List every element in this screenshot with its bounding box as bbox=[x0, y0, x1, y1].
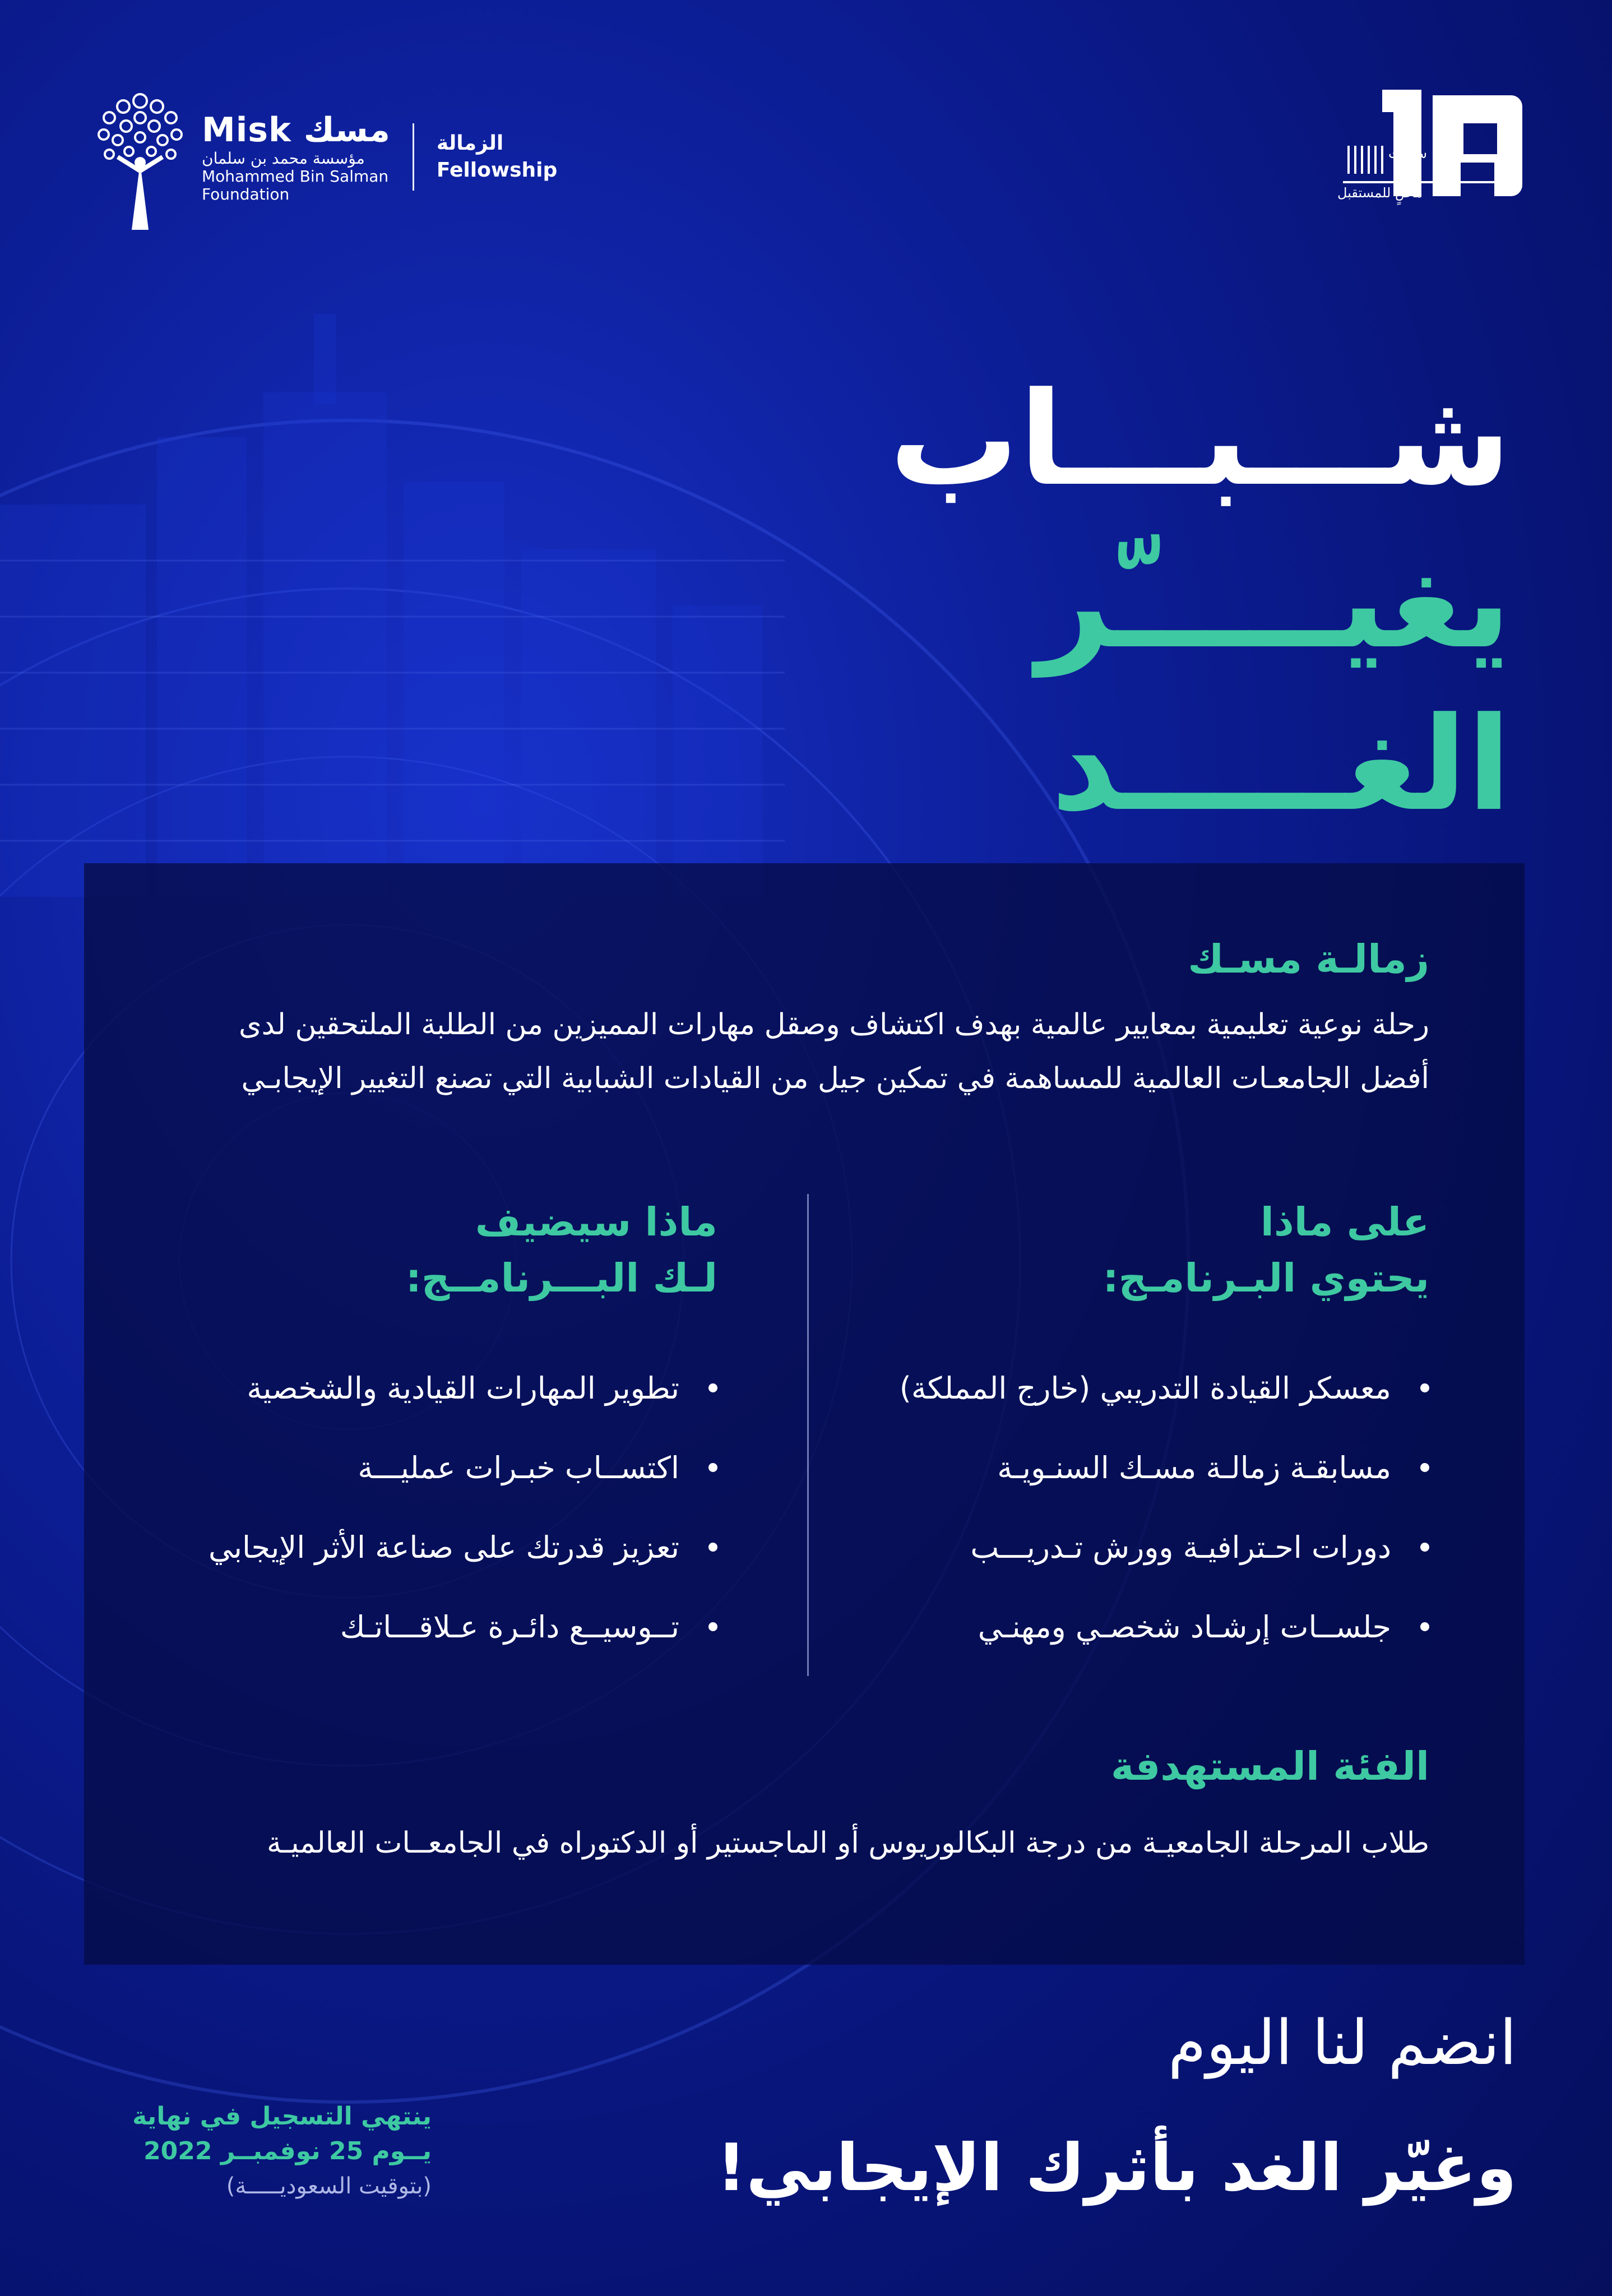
bullet-icon bbox=[1420, 1463, 1429, 1472]
cta-line-2: وغيّر الغد بأثرك الإيجابي! bbox=[716, 2130, 1517, 2206]
column-divider bbox=[807, 1194, 809, 1676]
target-title: الفئة المستهدفة bbox=[1111, 1743, 1429, 1789]
contains-list bbox=[869, 1348, 1429, 1667]
list-item: معسكر القيادة التدريبي (خارج المملكة) bbox=[869, 1348, 1429, 1428]
misk-wordmark bbox=[202, 110, 390, 203]
foundation-en-1: Mohammed Bin Salman bbox=[202, 167, 389, 186]
about-text bbox=[168, 998, 1429, 1105]
bullet-icon bbox=[708, 1463, 717, 1472]
hero-title bbox=[890, 359, 1511, 846]
about-text-line-2: أفضل الجامعـات العالمية للمساهمة في تمكين جيل من القيادات الشبابية التي تصنع التغيير الإيجابـي bbox=[241, 1062, 1429, 1095]
hero-line-3: الغـــــد bbox=[1051, 690, 1511, 840]
ten-years-label: سنوات bbox=[1388, 146, 1427, 161]
list-item: دورات احـترافيـة وورش تـدريـــب bbox=[869, 1507, 1429, 1587]
deadline-line-1: ينتهي التسجيل في نهاية bbox=[132, 2102, 432, 2131]
list-item: تعزيز قدرتك على صناعة الأثر الإيجابي bbox=[157, 1507, 717, 1587]
deadline-line-2: يــوم 25 نوفمبــر 2022 bbox=[143, 2137, 432, 2165]
bullet-icon bbox=[1420, 1543, 1429, 1552]
fellowship-label bbox=[437, 130, 557, 184]
bullet-icon bbox=[708, 1622, 717, 1631]
about-text-line-1: رحلة نوعية تعليمية بمعايير عالمية بهدف اكتشاف وصقل مهارات المميزين من الطلبة الملتحقين لدى bbox=[238, 1008, 1429, 1041]
logo-divider bbox=[413, 123, 414, 191]
about-title: زمالـة مسـك bbox=[1188, 936, 1429, 982]
foundation-ar: مؤسسة محمد بن سلمان bbox=[202, 149, 365, 168]
adds-list bbox=[157, 1348, 717, 1667]
program-en: Fellowship bbox=[436, 159, 558, 182]
target-text: طلاب المرحلة الجامعيـة من درجة البكالوريوس أو الماجستير أو الدكتوراه في الجامعــات العالميـة bbox=[266, 1826, 1429, 1860]
info-panel bbox=[84, 863, 1525, 1965]
contains-title-1: على ماذا bbox=[1260, 1199, 1429, 1245]
org-name-en: Misk bbox=[202, 110, 291, 150]
adds-title-2: لـك البـــرنامــج: bbox=[405, 1255, 717, 1301]
list-item: جلســات إرشـاد شخصـي ومهنـي bbox=[869, 1587, 1429, 1667]
adds-title-1: ماذا سيضيف bbox=[475, 1199, 717, 1245]
bullet-icon bbox=[708, 1383, 717, 1392]
hero-line-2: يغيـــــّر bbox=[1036, 527, 1511, 677]
adds-column bbox=[157, 1194, 717, 1667]
registration-deadline bbox=[118, 2099, 432, 2204]
list-item: اكتســاب خبـرات عمليـــة bbox=[157, 1428, 717, 1507]
cta-line-1: انضم لنا اليوم bbox=[1168, 2007, 1517, 2079]
list-item: تــوسيــع دائـرة عـلاقـــاتـك bbox=[157, 1587, 717, 1667]
list-item: تطوير المهارات القيادية والشخصية bbox=[157, 1348, 717, 1428]
contains-column bbox=[869, 1194, 1429, 1667]
bullet-icon bbox=[1420, 1622, 1429, 1631]
deadline-line-3: (بتوقيت السعوديـــــة) bbox=[226, 2173, 432, 2199]
org-name-ar: مسك bbox=[303, 110, 390, 150]
foundation-en-2: Foundation bbox=[202, 185, 290, 203]
list-item: مسابقـة زمالـة مسـك السنـويـة bbox=[869, 1428, 1429, 1507]
contains-title-2: يحتوي البـرنامـج: bbox=[1103, 1255, 1429, 1301]
ten-years-tagline: ماضٍ للمستقبل bbox=[1337, 185, 1423, 201]
hero-line-1: شـــبـــاب bbox=[889, 365, 1511, 515]
misk-logo bbox=[84, 78, 557, 235]
program-ar: الزمالة bbox=[436, 132, 504, 155]
tree-logo-icon bbox=[84, 78, 196, 235]
bullet-icon bbox=[708, 1543, 717, 1552]
bullet-icon bbox=[1420, 1383, 1429, 1392]
